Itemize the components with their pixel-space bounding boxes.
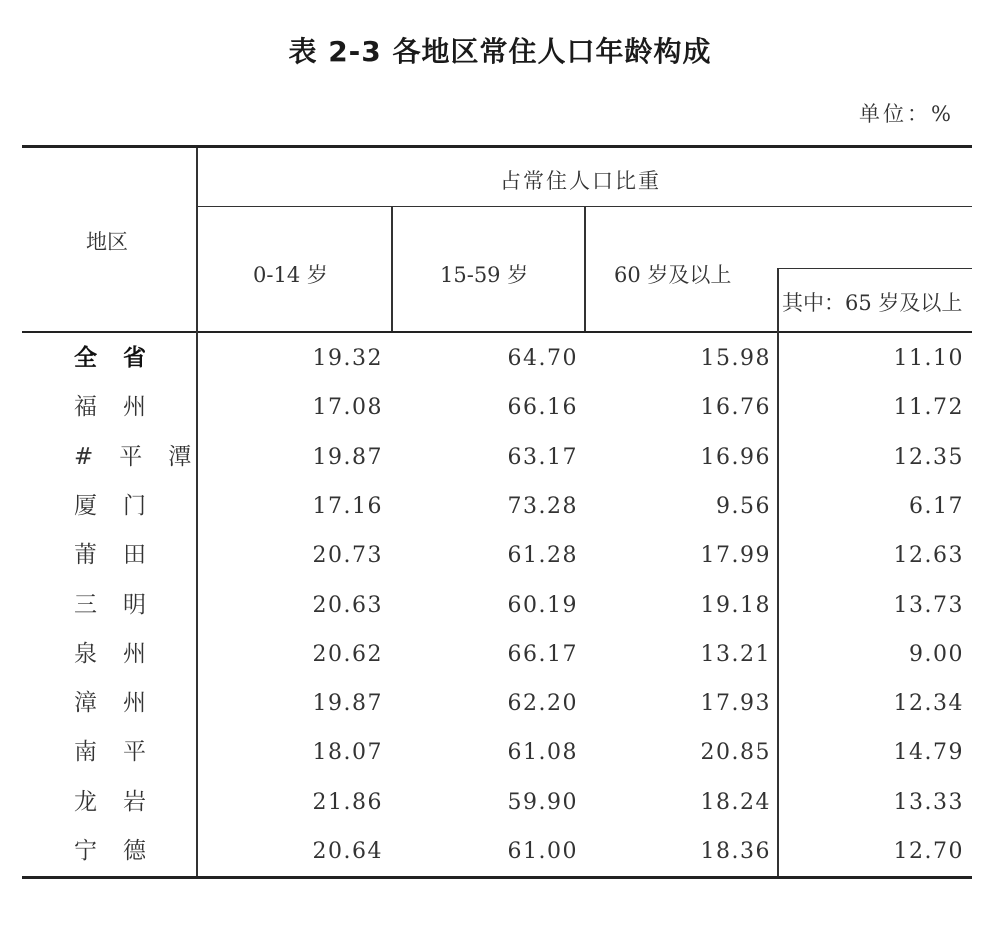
table-row [22,827,972,876]
sub-underline [777,268,972,269]
cell-65-plus: 12.63 [893,543,964,569]
table-title: 表 2-3 各地区常住人口年龄构成 [288,35,712,68]
cell-65-plus: 12.70 [893,839,964,864]
table-row [22,433,972,482]
cell-region: 南平 [74,739,172,766]
header-bottom-rule [22,331,972,333]
cell-60-plus: 15.98 [700,346,771,371]
cell-15-59: 66.17 [507,641,578,667]
cell-65-plus: 14.79 [893,740,964,766]
divider-col1 [391,207,393,331]
table-row [22,482,972,531]
cell-65-plus: 13.73 [893,592,964,618]
cell-15-59: 61.00 [507,839,578,864]
cell-15-59: 73.28 [507,493,578,519]
cell-0-14: 18.07 [312,740,383,766]
cell-60-plus: 20.85 [700,740,771,766]
cell-0-14: 19.87 [312,691,383,717]
cell-0-14: 20.62 [312,641,383,667]
cell-60-plus: 17.99 [700,543,771,569]
cell-0-14: 21.86 [312,789,383,815]
cell-region: 泉州 [74,640,172,667]
cell-0-14: 17.08 [312,395,383,421]
table-row [22,728,972,777]
table-row [22,383,972,432]
cell-15-59: 62.20 [507,691,578,717]
cell-15-59: 64.70 [507,346,578,371]
bottom-rule [22,876,972,879]
cell-60-plus: 16.96 [700,444,771,470]
cell-region: 全省 [74,345,172,371]
cell-60-plus: 16.76 [700,395,771,421]
cell-15-59: 61.28 [507,543,578,569]
header-group: 占常住人口比重 [500,169,661,193]
cell-0-14: 17.16 [312,493,383,519]
cell-65-plus: 12.35 [893,444,964,470]
cell-0-14: 19.32 [312,346,383,371]
cell-60-plus: 13.21 [700,641,771,667]
header-15-59: 15-59 岁 [440,263,529,287]
top-rule [22,145,972,148]
table-row [22,630,972,679]
cell-60-plus: 9.56 [716,493,771,519]
table-row [22,334,972,383]
cell-region: 厦门 [74,492,172,519]
cell-region: #平潭 [74,443,218,470]
cell-0-14: 19.87 [312,444,383,470]
cell-region: 三明 [74,591,172,618]
cell-region: 莆田 [74,542,172,569]
header-65-plus: 其中：65 岁及以上 [782,291,963,315]
unit-label: 单位：% [859,102,954,126]
cell-15-59: 66.16 [507,395,578,421]
cell-0-14: 20.73 [312,543,383,569]
header-region: 地区 [86,230,128,254]
table-row [22,778,972,827]
cell-15-59: 60.19 [507,592,578,618]
cell-65-plus: 6.17 [909,493,964,519]
cell-15-59: 59.90 [507,789,578,815]
cell-region: 宁德 [74,838,172,864]
cell-65-plus: 11.72 [893,395,964,421]
cell-region: 漳州 [74,690,172,717]
cell-0-14: 20.64 [312,839,383,864]
header-0-14: 0-14 岁 [253,263,328,287]
header-60-plus: 60 岁及以上 [614,263,732,287]
cell-15-59: 63.17 [507,444,578,470]
cell-0-14: 20.63 [312,592,383,618]
cell-65-plus: 9.00 [909,641,964,667]
table-row [22,531,972,580]
cell-60-plus: 18.36 [700,839,771,864]
cell-65-plus: 13.33 [893,789,964,815]
cell-60-plus: 18.24 [700,789,771,815]
cell-65-plus: 11.10 [893,346,964,371]
table-row [22,581,972,630]
cell-65-plus: 12.34 [893,691,964,717]
cell-60-plus: 17.93 [700,691,771,717]
divider-col2 [584,207,586,331]
table-row [22,679,972,728]
cell-region: 龙岩 [74,788,172,815]
cell-15-59: 61.08 [507,740,578,766]
cell-60-plus: 19.18 [700,592,771,618]
cell-region: 福州 [74,394,172,421]
